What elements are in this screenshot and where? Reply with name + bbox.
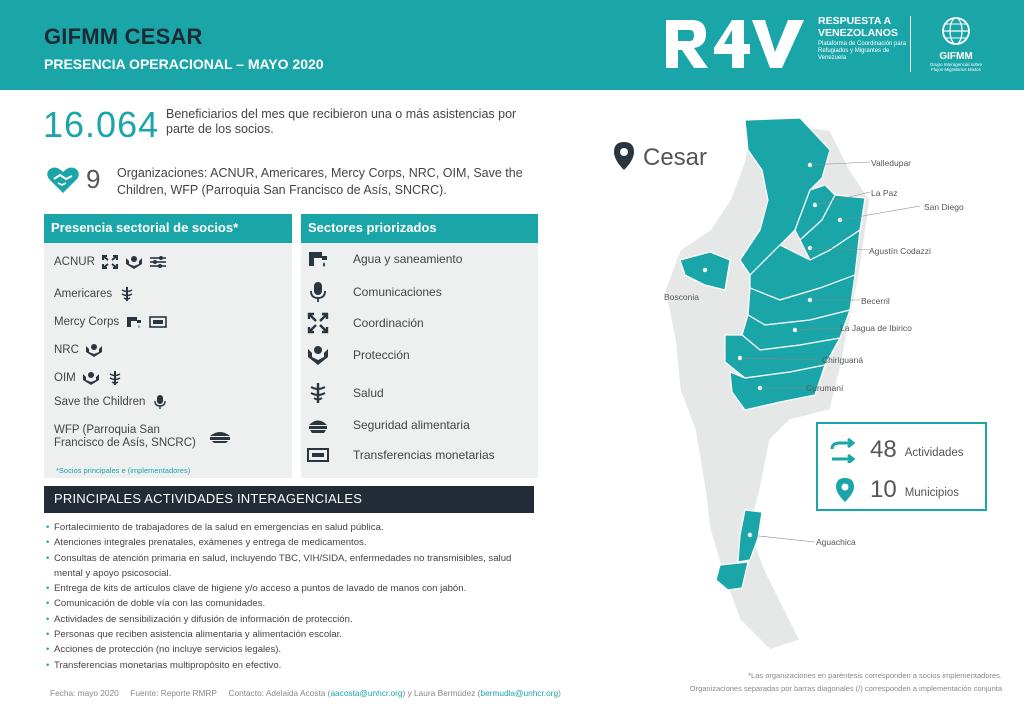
r4v-title: RESPUESTA A VENEZOLANOS bbox=[818, 15, 898, 39]
list-item: • Transferencias monetarias multipropósito en efectivo. bbox=[46, 658, 536, 673]
sector-protection bbox=[307, 344, 410, 366]
r4v-subtitle: Plataforma de Coordinación para Refugiados y Migrantes de Venezuela bbox=[818, 41, 907, 61]
partner-mercy-corps bbox=[54, 314, 167, 330]
label-valledupar: Valledupar bbox=[871, 158, 912, 168]
list-item: • Comunicación de doble vía con las comunidades. bbox=[46, 596, 536, 611]
food-security-icon bbox=[208, 428, 232, 444]
label-aguachica: Aguachica bbox=[816, 537, 856, 547]
partner-name: Save the Children bbox=[54, 396, 146, 408]
footer bbox=[50, 688, 561, 698]
handshake-heart-icon bbox=[46, 165, 80, 195]
r4v-text bbox=[818, 15, 910, 62]
location-pin-icon bbox=[613, 141, 635, 171]
gifmm-subtitle: Grupo Interagencial sobre Flujos Migratorios Mixtos bbox=[929, 62, 983, 72]
sector-communications bbox=[307, 281, 442, 303]
health-icon bbox=[307, 382, 329, 404]
arrows-icon bbox=[830, 437, 860, 463]
label-bosconia: Bosconia bbox=[664, 292, 699, 302]
food-security-icon bbox=[307, 414, 329, 436]
stat-activities bbox=[830, 436, 964, 464]
r4v-logo bbox=[662, 14, 810, 72]
footer-date: Fecha: mayo 2020 bbox=[50, 688, 119, 698]
list-item: • Personas que reciben asistencia alimentaria y alimentación escolar. bbox=[46, 627, 536, 642]
label-becerril: Becerril bbox=[861, 296, 890, 306]
partners-panel bbox=[44, 214, 292, 478]
protection-icon bbox=[307, 344, 329, 366]
label-chiriguana: Chiriguaná bbox=[822, 355, 864, 365]
activities-label: Actividades bbox=[904, 447, 964, 459]
partner-wfp bbox=[54, 424, 254, 450]
footer-contact-prefix: Contacto: Adelaida Acosta ( bbox=[228, 688, 331, 698]
footer-source: Fuente: Reporte RMRP bbox=[130, 688, 217, 698]
header-bar bbox=[0, 0, 1024, 90]
sector-label: Coordinación bbox=[353, 316, 424, 330]
list-item: • Acciones de protección (no incluye servicios legales). bbox=[46, 642, 536, 657]
coordination-icon bbox=[307, 312, 329, 334]
footer-contact-mid: ) y Laura Bermúdez ( bbox=[402, 688, 481, 698]
list-item: • Fortalecimiento de trabajadores de la salud en emergencias en salud pública. bbox=[46, 520, 536, 535]
email-link-bermudez[interactable]: bermudla@unhcr.org bbox=[480, 688, 559, 698]
footer-contact-suffix: ) bbox=[558, 688, 561, 698]
email-link-acosta[interactable]: aacosta@unhcr.org bbox=[330, 688, 403, 698]
header-divider bbox=[910, 16, 911, 72]
beneficiaries-value: 16.064 bbox=[43, 104, 160, 145]
protection-icon bbox=[85, 342, 103, 358]
cash-transfer-icon bbox=[149, 254, 167, 270]
water-icon bbox=[307, 248, 329, 270]
globe-icon bbox=[938, 15, 974, 47]
list-item: • Consultas de atención primaria en salud, incluyendo TBC, VIH/SIDA, enfermedades no transmisibles, salud mental y apoyo psicosocial. bbox=[46, 551, 536, 582]
municipalities-value: 10 bbox=[870, 476, 897, 503]
water-icon bbox=[125, 314, 143, 330]
partner-save-the-children bbox=[54, 394, 169, 410]
sector-health bbox=[307, 382, 384, 404]
activities-title: PRINCIPALES ACTIVIDADES INTERAGENCIALES bbox=[44, 486, 534, 513]
organizations-count: 9 bbox=[86, 164, 101, 194]
sector-label: Seguridad alimentaria bbox=[353, 418, 470, 432]
partner-oim bbox=[54, 370, 124, 386]
health-icon bbox=[106, 370, 124, 386]
partner-name: Americares bbox=[54, 288, 113, 300]
label-la-paz: La Paz bbox=[871, 188, 898, 198]
cash-transfer-icon bbox=[149, 314, 167, 330]
list-item: • Atenciones integrales prenatales, exámenes y entrega de medicamentos. bbox=[46, 535, 536, 550]
location-pin-icon bbox=[830, 477, 860, 503]
communications-icon bbox=[151, 394, 169, 410]
sector-label: Transferencias monetarias bbox=[353, 448, 495, 462]
protection-icon bbox=[125, 254, 143, 270]
sectors-panel-title: Sectores priorizados bbox=[301, 214, 538, 243]
label-curumani: Curumaní bbox=[806, 383, 844, 393]
municipalities-label: Municipios bbox=[904, 487, 960, 499]
coordination-icon bbox=[101, 254, 119, 270]
partner-name: OIM bbox=[54, 372, 76, 384]
sector-water bbox=[307, 248, 462, 270]
partner-name: ACNUR bbox=[54, 256, 95, 268]
communications-icon bbox=[307, 281, 329, 303]
sector-label: Comunicaciones bbox=[353, 285, 442, 299]
partners-panel-title: Presencia sectorial de socios* bbox=[44, 214, 292, 243]
partners-footnote: *Socios principales e (implementadores) bbox=[56, 466, 191, 475]
partner-acnur bbox=[54, 254, 167, 270]
label-la-jagua: La Jagua de Ibirico bbox=[840, 323, 912, 333]
organizations-description: Organizaciones: ACNUR, Americares, Mercy Corps, NRC, OIM, Save the Children, WFP (Parroquia San Francisco de Asís, SNCRC). bbox=[117, 166, 523, 197]
report-subtitle: PRESENCIA OPERACIONAL – MAYO 2020 bbox=[44, 56, 324, 72]
partner-name: Mercy Corps bbox=[54, 316, 120, 328]
label-san-diego: San Diego bbox=[924, 202, 964, 212]
report-title: GIFMM CESAR bbox=[44, 24, 203, 49]
sector-cash-transfers bbox=[307, 444, 495, 466]
cash-transfer-icon bbox=[307, 444, 329, 466]
gifmm-name: GIFMM bbox=[939, 51, 973, 62]
beneficiaries-description: Beneficiarios del mes que recibieron una o más asistencias por parte de los socios. bbox=[166, 107, 517, 136]
partner-americares bbox=[54, 286, 136, 302]
partner-name: NRC bbox=[54, 344, 79, 356]
stat-municipalities bbox=[830, 476, 959, 504]
list-item: • Actividades de sensibilización y difusión de información de protección. bbox=[46, 612, 536, 627]
protection-icon bbox=[82, 370, 100, 386]
gifmm-logo bbox=[926, 15, 986, 75]
map-title: Cesar bbox=[643, 144, 708, 171]
activities-list bbox=[46, 520, 536, 673]
sector-label: Protección bbox=[353, 348, 410, 362]
sectors-panel bbox=[301, 214, 538, 478]
note-implementers: *Las organizaciones en paréntesis corresponden a socios implementadores. bbox=[748, 671, 1002, 680]
activities-value: 48 bbox=[870, 436, 897, 463]
sector-food-security bbox=[307, 414, 470, 436]
sector-coordination bbox=[307, 312, 424, 334]
note-joint-implementation: Organizaciones separadas por barras diagonales (/) corresponden a implementación conjunta bbox=[689, 684, 1002, 693]
label-agustin-codazzi: Agustín Codazzi bbox=[869, 246, 931, 256]
list-item: • Entrega de kits de artículos clave de higiene y/o acceso a puntos de lavado de manos con jabón. bbox=[46, 581, 536, 596]
partner-nrc bbox=[54, 342, 103, 358]
partner-name: WFP (Parroquia San Francisco de Asís, SNCRC) bbox=[54, 424, 196, 449]
sector-label: Agua y saneamiento bbox=[353, 252, 463, 266]
sector-label: Salud bbox=[353, 386, 384, 400]
health-icon bbox=[118, 286, 136, 302]
stats-box bbox=[816, 422, 987, 511]
